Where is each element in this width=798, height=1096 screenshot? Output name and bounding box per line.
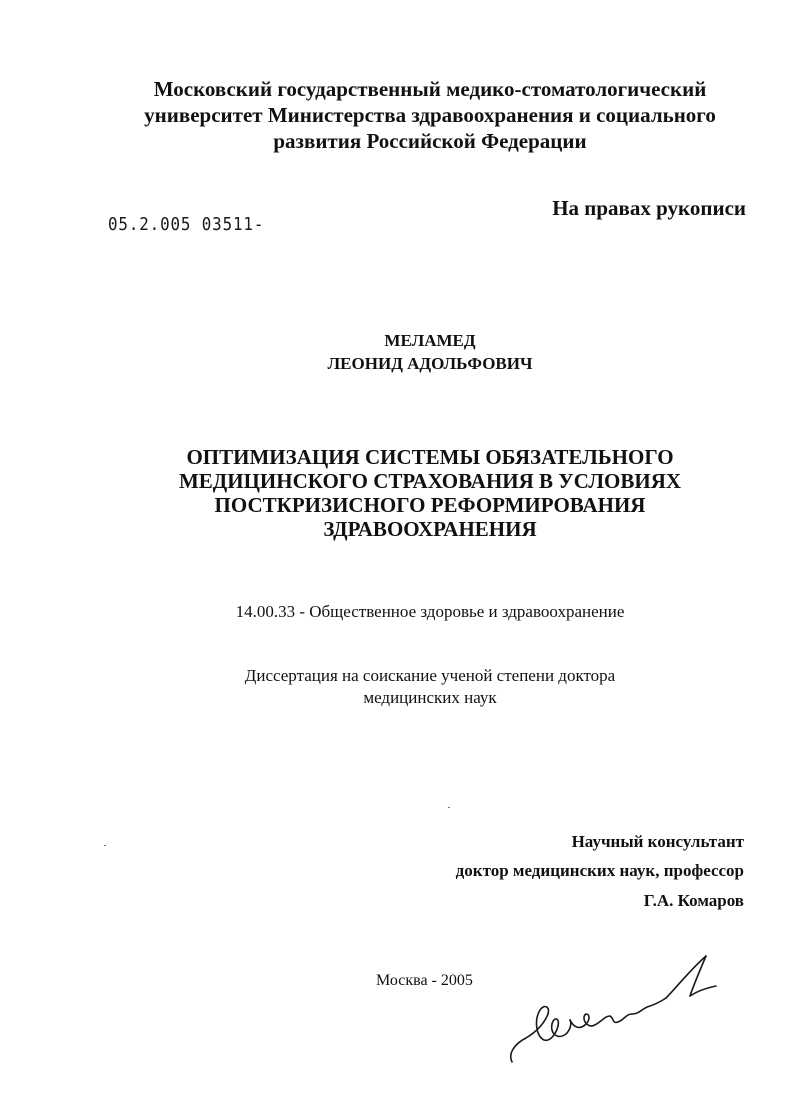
paper-speck [448,807,450,808]
dissertation-title [80,445,780,541]
degree-statement [80,665,780,709]
paper-speck [104,845,106,846]
title-line: ЗДРАВООХРАНЕНИЯ [323,517,537,541]
consultant-label: Научный консультант [571,832,744,851]
place-and-year: Москва - 2005 [376,972,473,989]
degree-line-1: Диссертация на соискание ученой степени доктора [244,666,616,685]
manuscript-rights: На правах рукописи [552,196,746,220]
author-name [100,329,760,375]
institution-line: университет Министерства здравоохранения и социального [144,103,716,127]
institution-line: Московский государственный медико-стоматологический [153,77,707,101]
title-line: ОПТИМИЗАЦИЯ СИСТЕМЫ ОБЯЗАТЕЛЬНОГО [186,445,674,469]
title-line: ПОСТКРИЗИСНОГО РЕФОРМИРОВАНИЯ [214,493,646,517]
consultant-title: доктор медицинских наук, профессор [455,861,744,880]
title-line: МЕДИЦИНСКОГО СТРАХОВАНИЯ В УСЛОВИЯХ [178,469,682,493]
institution-line: развития Российской Федерации [273,129,587,153]
archive-stamp: 05.2.005 03511- [108,214,265,235]
author-surname: МЕЛАМЕД [384,331,476,350]
specialty-code: 14.00.33 - Общественное здоровье и здравоохранение [235,602,625,621]
degree-line-2: медицинских наук [363,688,497,707]
signature [500,944,730,1074]
consultant-name: Г.А. Комаров [643,891,744,910]
author-given-names: ЛЕОНИД АДОЛЬФОВИЧ [327,354,533,373]
scientific-consultant [456,832,744,911]
institution-name [80,76,780,154]
